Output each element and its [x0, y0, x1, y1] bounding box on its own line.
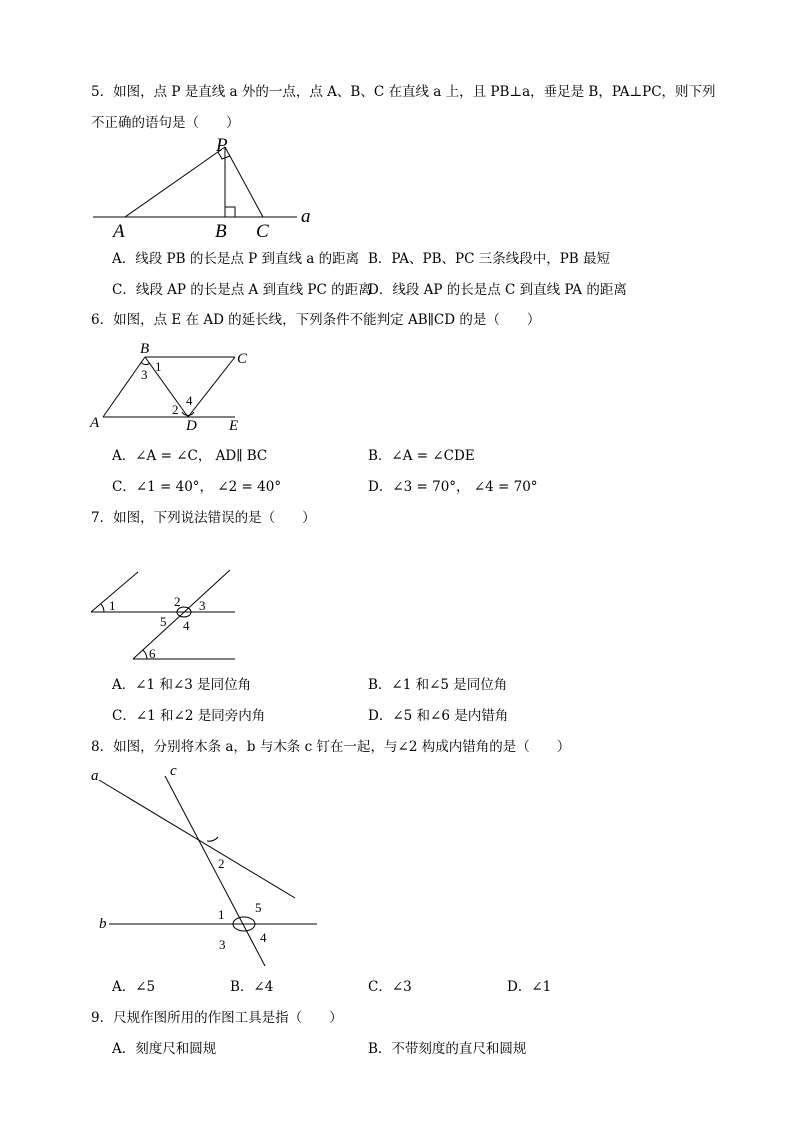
q5-option-a: A．线段 PB 的长是点 P 到直线 a 的距离: [112, 251, 360, 267]
q6-option-a: A．∠A = ∠C， AD∥ BC: [112, 448, 268, 464]
q8-stem: 8．如图，分别将木条 a，b 与木条 c 钉在一起，与∠2 构成内错角的是（ ）: [91, 739, 571, 755]
q8-label-b: b: [99, 916, 107, 932]
q8-figure: [85, 758, 335, 973]
q8-option-a: A．∠5: [112, 979, 156, 995]
q8-angle-2: 2: [218, 856, 225, 871]
q7-option-d: D．∠5 和∠6 是内错角: [368, 708, 509, 724]
q5-option-c: C．线段 AP 的长是点 A 到直线 PC 的距离: [112, 282, 372, 298]
q6-option-d: D．∠3 = 70°， ∠4 = 70°: [368, 479, 538, 495]
q6-label-B: B: [140, 341, 150, 357]
q6-label-D: D: [186, 418, 197, 434]
q9-stem: 9．尺规作图所用的作图工具是指（ ）: [91, 1010, 343, 1026]
q7-option-b: B．∠1 和∠5 是同位角: [368, 677, 508, 693]
q6-stem: 6．如图，点 E 在 AD 的延长线，下列条件不能判定 AB∥CD 的是（ ）: [91, 312, 541, 328]
q8-angle-5: 5: [255, 900, 262, 915]
q8-angle-1: 1: [218, 907, 225, 922]
q7-angle-4: 4: [183, 618, 190, 633]
q5-stem-line1: 5．如图，点 P 是直线 a 外的一点，点 A、B、C 在直线 a 上，且 PB⊥a，垂足是 B，PA⊥PC，则下列: [91, 84, 716, 100]
q5-figure: [85, 135, 325, 245]
q5-label-P: P: [216, 135, 228, 156]
q6-angle-2: 2: [172, 402, 179, 417]
q6-option-b: B．∠A = ∠CDE: [368, 448, 475, 464]
q5-stem-line2: 不正确的语句是（ ）: [91, 115, 240, 131]
q6-label-E: E: [229, 418, 239, 434]
q7-angle-1: 1: [109, 598, 116, 613]
q8-label-a: a: [91, 768, 99, 784]
q7-angle-5: 5: [160, 614, 167, 629]
q6-figure: [85, 335, 285, 435]
q5-label-C: C: [256, 221, 269, 242]
q7-option-a: A．∠1 和∠3 是同位角: [112, 677, 252, 693]
q8-label-c: c: [170, 763, 177, 779]
q5-option-b: B．PA、PB、PC 三条线段中，PB 最短: [368, 251, 611, 267]
q7-angle-6: 6: [149, 646, 156, 661]
q8-angle-3: 3: [219, 937, 226, 952]
q6-label-C: C: [237, 351, 248, 367]
q5-label-a: a: [301, 206, 311, 227]
q8-angle-4: 4: [260, 930, 267, 945]
q9-option-a: A．刻度尺和圆规: [112, 1041, 217, 1057]
q6-label-A: A: [90, 415, 100, 431]
q7-figure: [85, 560, 255, 670]
q8-option-b: B．∠4: [230, 979, 274, 995]
q8-option-d: D．∠1: [507, 979, 552, 995]
q7-stem: 7．如图，下列说法错误的是（ ）: [91, 510, 316, 526]
q5-label-B: B: [215, 221, 227, 242]
q5-option-d: D．线段 AP 的长是点 C 到直线 PA 的距离: [368, 282, 627, 298]
q7-angle-3: 3: [199, 598, 206, 613]
q9-option-b: B．不带刻度的直尺和圆规: [368, 1041, 527, 1057]
q6-angle-4: 4: [186, 393, 193, 408]
q7-angle-2: 2: [174, 594, 181, 609]
q6-angle-1: 1: [155, 359, 162, 374]
q5-label-A: A: [113, 221, 125, 242]
q6-angle-3: 3: [141, 367, 148, 382]
q6-option-c: C．∠1 = 40°， ∠2 = 40°: [112, 479, 282, 495]
q8-option-c: C．∠3: [368, 979, 412, 995]
q7-option-c: C．∠1 和∠2 是同旁内角: [112, 708, 266, 724]
